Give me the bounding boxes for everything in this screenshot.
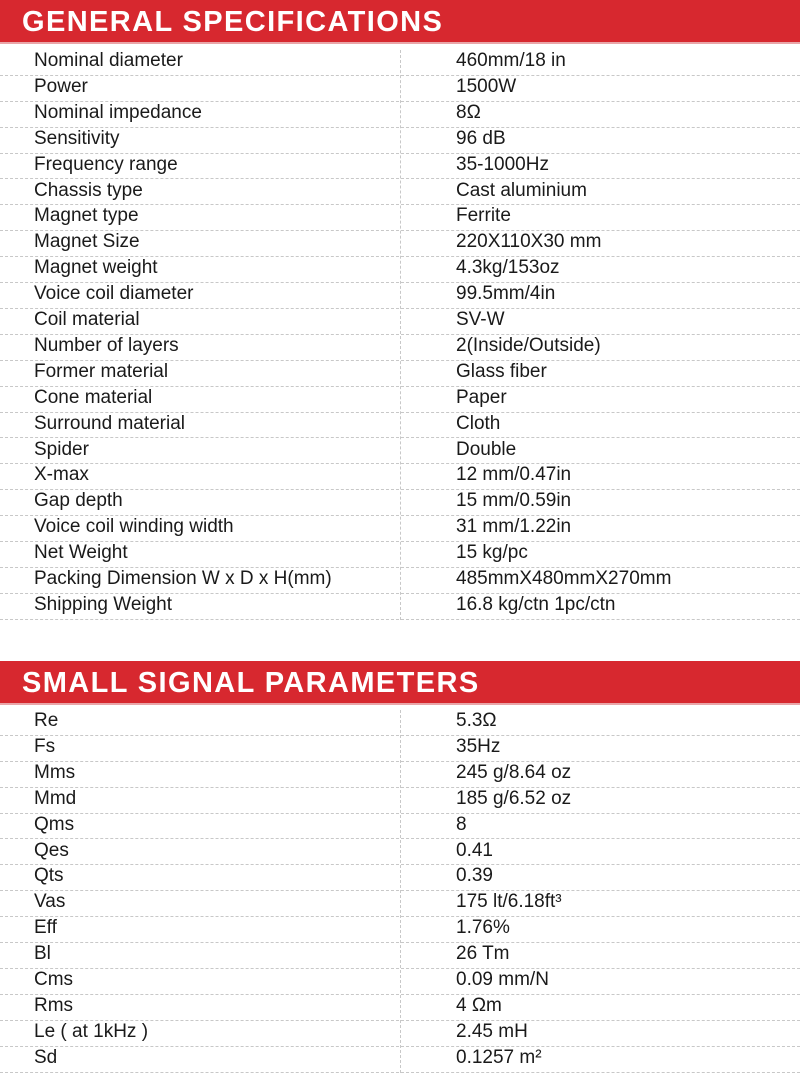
row-value: 4.3kg/153oz — [456, 257, 560, 279]
row-label: Voice coil winding width — [34, 516, 234, 538]
row-label: Gap depth — [34, 490, 123, 512]
row-value: 2.45 mH — [456, 1020, 528, 1042]
row-label: Former material — [34, 360, 169, 382]
row-value: 0.1257 m² — [456, 1046, 542, 1068]
row-label: Magnet weight — [34, 257, 158, 279]
column-divider — [400, 50, 401, 620]
general-specifications-header — [0, 0, 800, 44]
row-label: Qts — [34, 865, 64, 887]
row-label: Fs — [34, 735, 56, 757]
row-label: Surround material — [34, 412, 186, 434]
row-label: Mmd — [34, 787, 77, 809]
row-value: Paper — [456, 386, 507, 408]
row-label: Bl — [34, 943, 51, 965]
row-label: Shipping Weight — [34, 593, 173, 615]
row-value: Cloth — [456, 412, 501, 434]
row-value: 15 kg/pc — [456, 542, 528, 564]
row-value: 16.8 kg/ctn 1pc/ctn — [456, 593, 616, 615]
row-value: 2(Inside/Outside) — [456, 334, 601, 356]
row-label: Magnet Size — [34, 231, 140, 253]
row-value: 1.76% — [456, 917, 510, 939]
row-value: 26 Tm — [456, 943, 510, 965]
row-value: 35-1000Hz — [456, 153, 549, 175]
row-label: Qes — [34, 839, 69, 861]
row-label: Voice coil diameter — [34, 283, 194, 305]
row-label: Re — [34, 710, 59, 731]
general-specifications-title: GENERAL SPECIFICATIONS — [22, 6, 444, 38]
row-value: 31 mm/1.22in — [456, 516, 572, 538]
row-label: Magnet type — [34, 205, 139, 227]
column-divider — [400, 710, 401, 1073]
row-label: Cms — [34, 969, 74, 990]
row-value: 0.09 mm/N — [456, 969, 549, 990]
row-value: Glass fiber — [456, 360, 547, 382]
row-label: Spider — [34, 438, 89, 460]
row-label: Net Weight — [34, 542, 128, 564]
row-value: 460mm/18 in — [456, 50, 566, 71]
row-value: SV-W — [456, 309, 505, 330]
general-specifications-table — [0, 50, 800, 620]
row-value: 245 g/8.64 oz — [456, 761, 572, 783]
row-label: Qms — [34, 813, 75, 835]
row-value: 485mmX480mmX270mm — [456, 568, 672, 589]
row-label: Power — [34, 75, 88, 97]
row-value: 220X110X30 mm — [456, 231, 602, 253]
row-label: Cone material — [34, 386, 153, 408]
row-label: Nominal diameter — [34, 50, 183, 71]
row-value: 0.39 — [456, 865, 493, 887]
row-value: 8 — [456, 813, 467, 835]
small-signal-parameters-title: SMALL SIGNAL PARAMETERS — [22, 667, 480, 699]
row-label: X-max — [34, 464, 89, 486]
row-value: 175 lt/6.18ft³ — [456, 891, 562, 913]
row-label: Mms — [34, 761, 76, 783]
row-value: 4 Ωm — [456, 994, 502, 1016]
row-label: Packing Dimension W x D x H(mm) — [34, 568, 332, 589]
row-value: 15 mm/0.59in — [456, 490, 572, 512]
row-label: Rms — [34, 994, 74, 1016]
row-value: 0.41 — [456, 839, 493, 861]
row-value: 12 mm/0.47in — [456, 464, 572, 486]
row-label: Coil material — [34, 309, 140, 330]
row-label: Frequency range — [34, 153, 178, 175]
row-label: Sd — [34, 1046, 58, 1068]
row-value: 5.3Ω — [456, 710, 497, 731]
row-label: Vas — [34, 891, 66, 913]
row-label: Nominal impedance — [34, 101, 202, 123]
row-label: Sensitivity — [34, 127, 120, 149]
row-value: Double — [456, 438, 517, 460]
row-label: Chassis type — [34, 179, 143, 201]
row-value: Cast aluminium — [456, 179, 587, 201]
row-label: Eff — [34, 917, 57, 939]
row-value: 1500W — [456, 75, 517, 97]
row-value: 8Ω — [456, 101, 481, 123]
row-value: 35Hz — [456, 735, 501, 757]
row-value: 96 dB — [456, 127, 506, 149]
row-value: Ferrite — [456, 205, 511, 227]
small-signal-parameters-header — [0, 661, 800, 705]
row-value: 185 g/6.52 oz — [456, 787, 572, 809]
small-signal-parameters-table — [0, 710, 800, 1073]
row-label: Le ( at 1kHz ) — [34, 1020, 149, 1042]
row-value: 99.5mm/4in — [456, 283, 556, 305]
row-label: Number of layers — [34, 334, 179, 356]
